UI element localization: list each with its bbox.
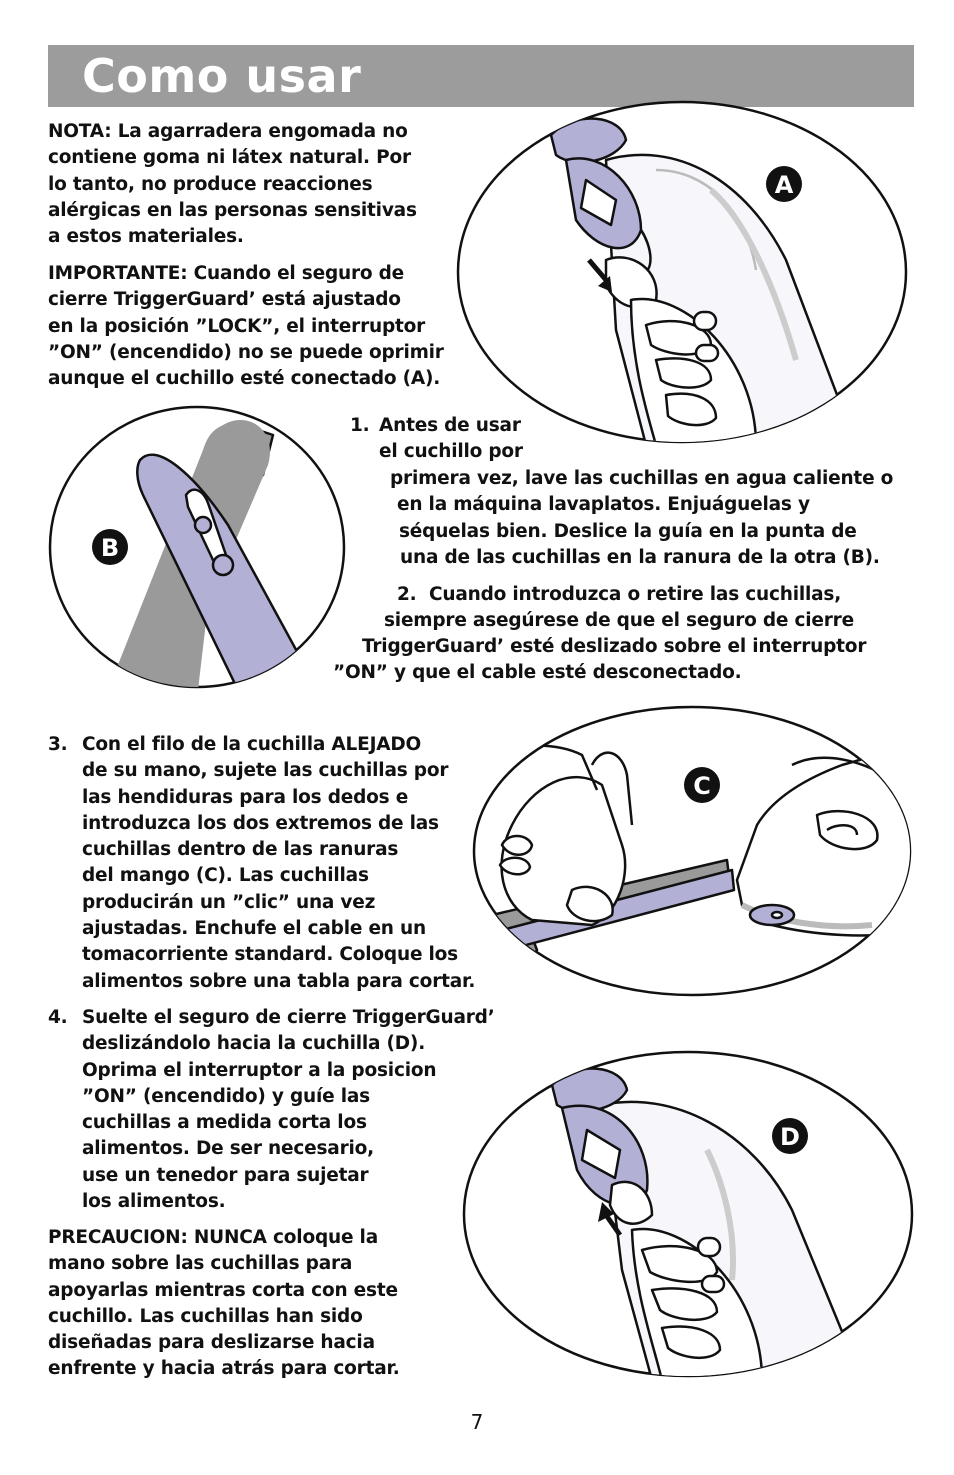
step-4-line: ”ON” (encendido) y guíe las (82, 1085, 370, 1107)
precaucion-line: cuchillo. Las cuchillas han sido (48, 1305, 363, 1327)
step-1-line: séquelas bien. Deslice la guía en la punta de (399, 521, 857, 542)
step-4-line: Oprima el interruptor a la posicion (82, 1059, 437, 1081)
figure-b-label: B (100, 534, 120, 562)
nota-paragraph (48, 119, 417, 250)
importante-line: IMPORTANTE: Cuando el seguro de (48, 263, 405, 284)
figure-d-illustration (462, 1050, 914, 1380)
importante-paragraph (48, 261, 444, 392)
step-3-line: Con el filo de la cuchilla ALEJADO (82, 734, 422, 755)
step-4-line: deslizándolo hacia la cuchilla (D). (82, 1033, 426, 1055)
importante-line: cierre TriggerGuard’ está ajustado (48, 289, 401, 311)
step-3-line: cuchillas dentro de las ranuras (82, 839, 399, 861)
step-4-line: alimentos. De ser necesario, (82, 1138, 374, 1160)
step-3-line: alimentos sobre una tabla para cortar. (82, 970, 476, 992)
figure-c-label: C (693, 772, 711, 800)
step-1-line: en la máquina lavaplatos. Enjuáguelas y (397, 494, 810, 515)
precaucion-line: diseñadas para deslizarse hacia (48, 1332, 375, 1354)
step-3-number: 3. (48, 734, 68, 755)
step-1-number: 1. (350, 415, 370, 436)
precaucion-paragraph (48, 1225, 400, 1383)
step-1-line: el cuchillo por (379, 441, 523, 462)
precaucion-line: enfrente y hacia atrás para cortar. (48, 1358, 400, 1380)
nota-line: lo tanto, no produce reacciones (48, 173, 373, 195)
step-4-line: cuchillas a medida corta los (82, 1112, 367, 1134)
step-3-line: producirán un ”clic” una vez (82, 891, 376, 913)
figure-c-illustration (472, 705, 912, 997)
step-3-line: las hendiduras para los dedos e (82, 786, 409, 808)
section-header-bar (48, 45, 914, 107)
step-4-line: Suelte el seguro de cierre TriggerGuard’ (82, 1007, 495, 1028)
importante-line: en la posición ”LOCK”, el interruptor (48, 315, 426, 337)
figure-d-label: D (780, 1123, 800, 1151)
step-3-line: introduzca los dos extremos de las (82, 812, 439, 834)
step-2-line: siempre asegúrese de que el seguro de cierre (384, 610, 854, 631)
step-4-line: los alimentos. (82, 1191, 226, 1213)
step-4-number: 4. (48, 1007, 68, 1028)
importante-line: aunque el cuchillo esté conectado (A). (48, 368, 441, 390)
step-1-line: Antes de usar (379, 415, 521, 436)
figure-a-label: A (774, 171, 794, 199)
figure-a-illustration (456, 100, 908, 445)
precaucion-line: PRECAUCION: NUNCA coloque la (48, 1227, 378, 1248)
step-3-line: del mango (C). Las cuchillas (82, 865, 369, 887)
step-4-line: use un tenedor para sujetar (82, 1164, 369, 1186)
step-3-line: tomacorriente standard. Coloque los (82, 944, 458, 966)
step-2-line: Cuando introduzca o retire las cuchillas, (429, 584, 842, 605)
importante-line: ”ON” (encendido) no se puede oprimir (48, 341, 444, 363)
step-2-line: TriggerGuard’ esté deslizado sobre el interruptor (362, 636, 867, 657)
precaucion-line: apoyarlas mientras corta con este (48, 1279, 398, 1301)
figure-b-illustration (48, 405, 348, 690)
nota-line: a estos materiales. (48, 226, 244, 248)
nota-line: alérgicas en las personas sensitivas (48, 199, 417, 221)
precaucion-line: mano sobre las cuchillas para (48, 1253, 353, 1275)
step-2-line: ”ON” y que el cable esté desconectado. (333, 662, 742, 683)
step-1-line: una de las cuchillas en la ranura de la otra (B). (400, 547, 880, 568)
step-1-line: primera vez, lave las cuchillas en agua caliente o (390, 468, 894, 489)
page-title: Como usar (82, 49, 362, 103)
step-2-number: 2. (397, 584, 417, 605)
step-3-line: de su mano, sujete las cuchillas por (82, 760, 449, 782)
nota-line: NOTA: La agarradera engomada no (48, 121, 408, 142)
step-3-line: ajustadas. Enchufe el cable en un (82, 918, 426, 940)
page-number: 7 (470, 1410, 484, 1434)
nota-line: contiene goma ni látex natural. Por (48, 147, 411, 169)
